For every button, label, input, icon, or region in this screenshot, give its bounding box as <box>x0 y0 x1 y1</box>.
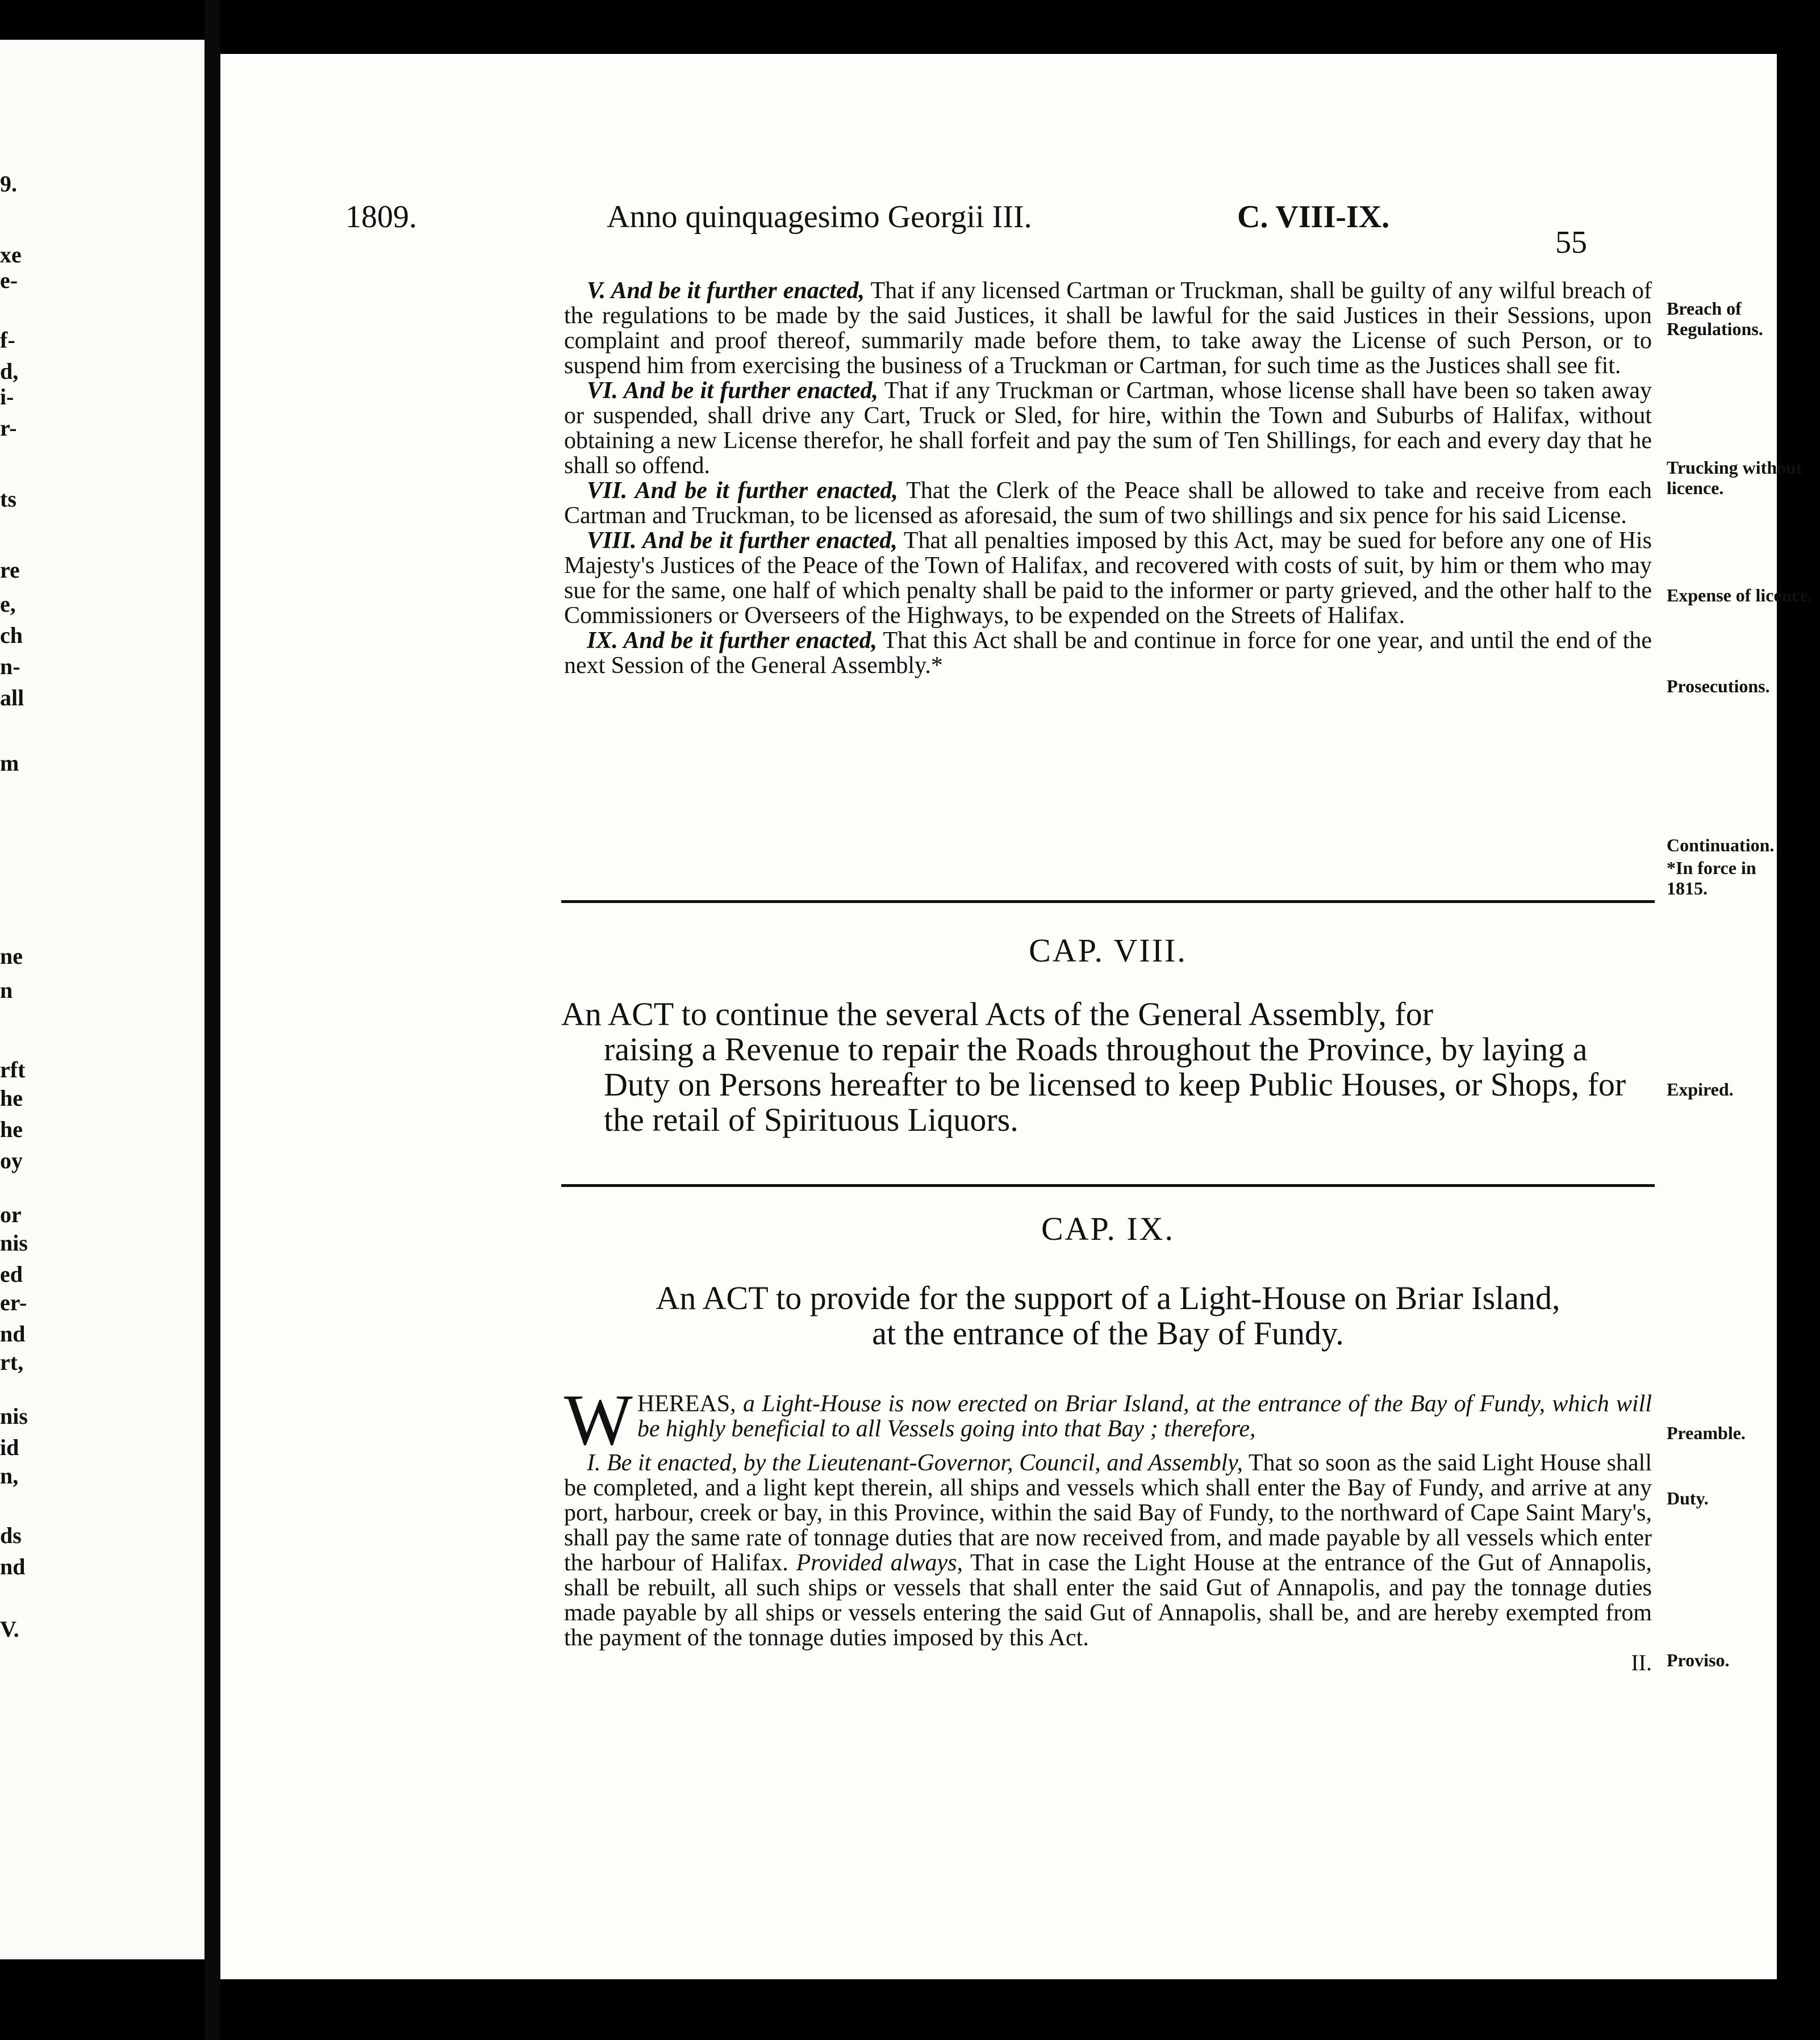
left-page-fragment-text: i- <box>0 384 14 409</box>
book-gutter <box>204 0 220 2040</box>
left-page-fragment-text: nis <box>0 1230 28 1256</box>
left-page-fragment-text: f- <box>0 327 15 353</box>
margin-note-prosecutions: Prosecutions. <box>1667 676 1770 696</box>
page-number: 55 <box>1555 225 1587 260</box>
header-year: 1809. <box>345 199 417 235</box>
left-page-fragment-text: n- <box>0 654 20 679</box>
margin-note-breach: Breach of Regulations. <box>1667 298 1763 339</box>
header-title: Anno quinquagesimo Georgii III. <box>607 199 1032 235</box>
margin-note-expired: Expired. <box>1667 1079 1734 1100</box>
section-rule <box>561 1184 1655 1187</box>
left-page-fragment <box>0 40 204 1959</box>
catchword: II. <box>1631 1650 1652 1675</box>
drop-capital: W <box>564 1379 633 1460</box>
margin-note-preamble: Preamble. <box>1667 1423 1746 1443</box>
left-page-fragment-text: re <box>0 557 20 583</box>
cap8-preceding-sections <box>564 278 1652 678</box>
left-page-fragment-text: ed <box>0 1261 23 1287</box>
left-page-fragment-text: nis <box>0 1403 28 1429</box>
left-page-fragment-text: ds <box>0 1523 22 1548</box>
cap8-heading: CAP. VIII. <box>1029 932 1187 969</box>
left-page-fragment-text: r- <box>0 415 17 441</box>
margin-note-trucking: Trucking without licence. <box>1667 457 1802 498</box>
left-page-fragment-text: m <box>0 750 19 776</box>
left-page-fragment-text: or <box>0 1202 22 1227</box>
right-page <box>220 54 1813 1979</box>
left-page-fragment-text: rt, <box>0 1349 24 1375</box>
section-rule <box>561 900 1655 903</box>
left-page-fragment-text: e- <box>0 267 18 293</box>
section-paragraph: VII. And be it further enacted, That the Clerk of the Peace shall be allowed to take and receive from each Cartman and Truckman, to be licensed as aforesaid, the sum of two shillings and six pence for his said License. <box>564 478 1652 529</box>
left-page-fragment-text: id <box>0 1435 19 1460</box>
cap8-title: An ACT to continue the several Acts of the General Assembly, for raising a Revenue to repair the Roads throughout the Province, by laying a Duty on Persons hereafter to be licensed to keep Public Houses, or Shops, for the retail of Spirituous Liquors. <box>561 996 1626 1138</box>
section-paragraph: VIII. And be it further enacted, That all penalties imposed by this Act, may be sued for before any one of His Majesty's Justices of the Peace of the Town of Halifax, and recovered with costs of suit, by him or them who may sue for the same, one half of which penalty shall be paid to the informer or party grieved, and the other half to the Commissioners or Overseers of the Highways, to be expended on the Streets of Halifax. <box>564 528 1652 629</box>
left-page-fragment-text: all <box>0 685 24 710</box>
section-paragraph: V. And be it further enacted, That if any licensed Cartman or Truckman, shall be guilty of any wilful breach of the regulations to be made by the said Justices, it shall be lawful for the said Justices in their Sessions, upon complaint and proof thereof, summarily made before them, to take away the License of such Person, or to suspend him from exercising the business of a Truckman or Cartman, for such time as the Justices shall see fit. <box>564 278 1652 379</box>
left-page-fragment-text: 9. <box>0 171 17 197</box>
preamble-paragraph: WHEREAS, a Light-House is now erected on Briar Island, at the entrance of the Bay of Fundy, which will be highly beneficial to all Vessels going into that Bay ; therefore, <box>564 1379 1652 1460</box>
margin-note-continuation: Continuation. <box>1667 835 1775 855</box>
section-paragraph: IX. And be it further enacted, That this Act shall be and continue in force for one year, and until the end of the next Session of the General Assembly.* <box>564 628 1652 679</box>
section-paragraph: I. Be it enacted, by the Lieutenant-Governor, Council, and Assembly, That so soon as the said Light House shall be completed, and a light kept therein, all ships and vessels which shall enter the Bay of Fundy, and arrive at any port, harbour, creek or bay, in this Province, within the said Bay of Fundy, to the northward of Cape Saint Mary's, shall pay the same rate of tonnage duties that are now received from, and made payable by all vessels which enter the harbour of Halifax. Provided always, That in case the Light House at the entrance of the Gut of Annapolis, shall be rebuilt, all such ships or vessels that shall enter the said Gut of Annapolis, and pay the tonnage duties made payable by all ships or vessels entering the said Gut of Annapolis, shall be, and are hereby exempted from the payment of the tonnage duties imposed by this Act. <box>564 1450 1652 1651</box>
left-page-fragment-text: e, <box>0 591 16 617</box>
left-page-fragment-text: nd <box>0 1321 26 1347</box>
cap9-body <box>564 1379 1652 1675</box>
margin-note-duty: Duty. <box>1667 1488 1709 1508</box>
left-page-fragment-text: ch <box>0 622 23 648</box>
left-page-fragment-text: he <box>0 1085 23 1111</box>
header-chapter: C. VIII-IX. <box>1237 199 1390 235</box>
left-page-fragment-text: oy <box>0 1148 23 1173</box>
left-page-fragment-text: he <box>0 1117 23 1142</box>
left-page-fragment-text: ne <box>0 943 23 969</box>
left-page-fragment-text: rft <box>0 1057 26 1082</box>
cap9-title: An ACT to provide for the support of a Light-House on Briar Island, at the entrance of the Bay of Fundy. <box>656 1280 1560 1352</box>
left-page-fragment-text: d, <box>0 358 19 384</box>
left-page-fragment-text: V. <box>0 1616 19 1642</box>
left-page-fragment-text: xe <box>0 242 22 267</box>
section-paragraph: VI. And be it further enacted, That if any Truckman or Cartman, whose license shall have been so taken away or suspended, shall drive any Cart, Truck or Sled, for hire, within the Town and Suburbs of Halifax, without obtaining a new License therefor, he shall forfeit and pay the sum of Ten Shillings, for each and every day that he shall so offend. <box>564 378 1652 479</box>
margin-note-proviso: Proviso. <box>1667 1650 1730 1670</box>
cap9-heading: CAP. IX. <box>1041 1210 1175 1247</box>
left-page-fragment-text: n, <box>0 1463 19 1489</box>
margin-note-expense: Expense of licence. <box>1667 585 1813 605</box>
left-page-fragment-text: ts <box>0 486 16 512</box>
margin-note-in-force: *In force in 1815. <box>1667 858 1756 898</box>
left-page-fragment-text: er- <box>0 1290 27 1315</box>
left-page-fragment-text: nd <box>0 1554 26 1579</box>
left-page-fragment-text: n <box>0 977 13 1003</box>
